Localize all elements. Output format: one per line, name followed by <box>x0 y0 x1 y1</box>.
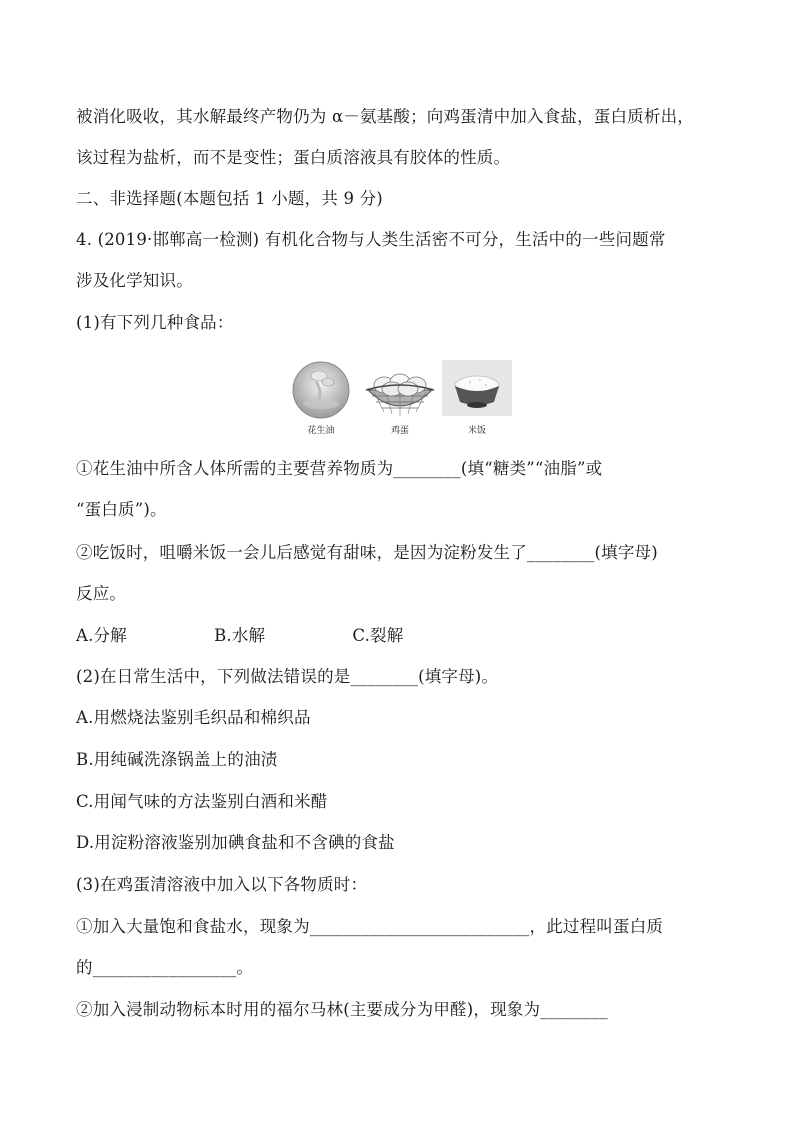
text-line: ②加入浸制动物标本时用的福尔马林(主要成分为甲醛)，现象为________ <box>76 1000 608 1019</box>
caption-rice: 米饭 <box>467 426 486 436</box>
choice-option: C.用闻气味的方法鉴别白酒和米醋 <box>76 792 328 811</box>
caption-eggs: 鸡蛋 <box>390 426 409 436</box>
text-line: 的_________________。 <box>76 958 254 977</box>
sub-question: (3)在鸡蛋清溶液中加入以下各物质时： <box>76 875 368 894</box>
text-line: ②吃饭时，咀嚼米饭一会儿后感觉有甜味，是因为淀粉发生了________(填字母) <box>76 543 658 562</box>
text-line: 被消化吸收，其水解最终产物仍为 α－氨基酸；向鸡蛋清中加入食盐，蛋白质析出， <box>76 107 694 126</box>
food-figure <box>286 360 516 440</box>
rice-image <box>442 360 512 420</box>
text-line: ①加入大量饱和食盐水，现象为__________________________，此过程叫蛋白质 <box>76 917 664 936</box>
choice-options: A.分解 B.水解 C.裂解 <box>76 626 404 645</box>
caption-peanut-oil: 花生油 <box>307 426 335 436</box>
text-line: “蛋白质”)。 <box>76 500 167 519</box>
choice-option: A.用燃烧法鉴别毛织品和棉织品 <box>76 708 311 727</box>
choice-option: B.用纯碱洗涤锅盖上的油渍 <box>76 750 278 769</box>
question-stem: 4. (2019·邯郸高一检测) 有机化合物与人类生活密不可分，生活中的一些问题常 <box>76 230 666 249</box>
sub-question: (1)有下列几种食品： <box>76 313 234 332</box>
peanut-oil-image <box>286 360 356 420</box>
question-stem: 涉及化学知识。 <box>76 271 193 290</box>
section-heading: 二、非选择题(本题包括 1 小题，共 9 分) <box>76 189 383 208</box>
text-line: ①花生油中所含人体所需的主要营养物质为________(填“糖类”“油脂”或 <box>76 459 603 478</box>
text-line: 反应。 <box>76 584 127 603</box>
text-line: 该过程为盐析，而不是变性；蛋白质溶液具有胶体的性质。 <box>76 148 511 167</box>
eggs-image <box>364 360 436 420</box>
sub-question: (2)在日常生活中，下列做法错误的是________(填字母)。 <box>76 667 499 686</box>
choice-option: D.用淀粉溶液鉴别加碘食盐和不含碘的食盐 <box>76 833 395 852</box>
